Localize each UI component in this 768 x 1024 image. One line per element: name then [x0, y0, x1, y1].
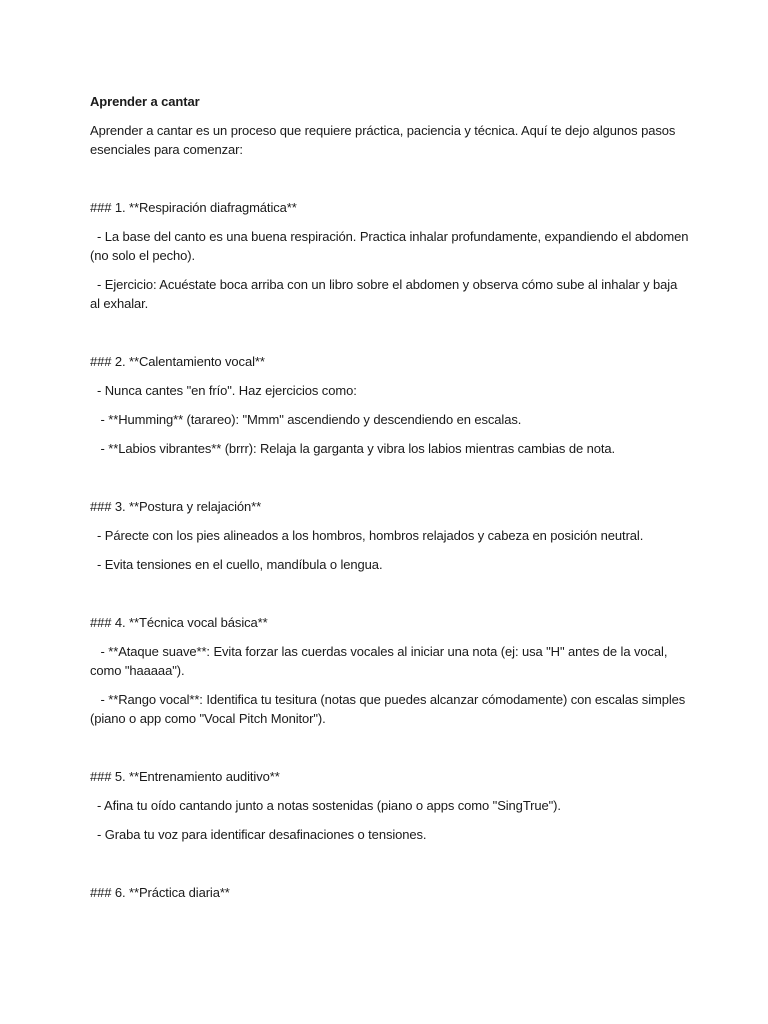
- section-1-line-1: - La base del canto es una buena respiración. Practica inhalar profundamente, expandiendo el abdomen (no solo el pecho).: [90, 229, 692, 263]
- section-4-line-2: - **Rango vocal**: Identifica tu tesitura (notas que puedes alcanzar cómodamente) con escalas simples (piano o app como "Vocal Pitch Monitor").: [90, 692, 689, 726]
- section-6-heading: ### 6. **Práctica diaria**: [90, 885, 230, 900]
- section-2-line-2: - **Humming** (tarareo): "Mmm" ascendiendo y descendiendo en escalas.: [90, 412, 522, 427]
- section-4-heading: ### 4. **Técnica vocal básica**: [90, 615, 268, 630]
- section-3-line-2: - Evita tensiones en el cuello, mandíbula o lengua.: [90, 557, 383, 572]
- section-5-line-1: - Afina tu oído cantando junto a notas sostenidas (piano o apps como "SingTrue").: [90, 798, 561, 813]
- section-3-line-1: - Párecte con los pies alineados a los hombros, hombros relajados y cabeza en posición neutral.: [90, 528, 644, 543]
- section-2-line-1: - Nunca cantes "en frío". Haz ejercicios como:: [90, 383, 357, 398]
- section-5-line-2: - Graba tu voz para identificar desafinaciones o tensiones.: [90, 827, 427, 842]
- section-1-heading: ### 1. **Respiración diafragmática**: [90, 200, 297, 215]
- section-4-line-1: - **Ataque suave**: Evita forzar las cuerdas vocales al iniciar una nota (ej: usa "H" antes de la vocal, como "haaaaa").: [90, 644, 671, 678]
- section-1-line-2: - Ejercicio: Acuéstate boca arriba con un libro sobre el abdomen y observa cómo sube al inhalar y baja al exhalar.: [90, 277, 681, 311]
- section-3-heading: ### 3. **Postura y relajación**: [90, 499, 262, 514]
- section-2-line-3: - **Labios vibrantes** (brrr): Relaja la garganta y vibra los labios mientras cambias de nota.: [90, 441, 616, 456]
- document-title: Aprender a cantar: [90, 94, 200, 109]
- intro-paragraph: Aprender a cantar es un proceso que requiere práctica, paciencia y técnica. Aquí te dejo algunos pasos esenciales para comenzar:: [90, 123, 679, 157]
- section-5-heading: ### 5. **Entrenamiento auditivo**: [90, 769, 280, 784]
- section-2-heading: ### 2. **Calentamiento vocal**: [90, 354, 265, 369]
